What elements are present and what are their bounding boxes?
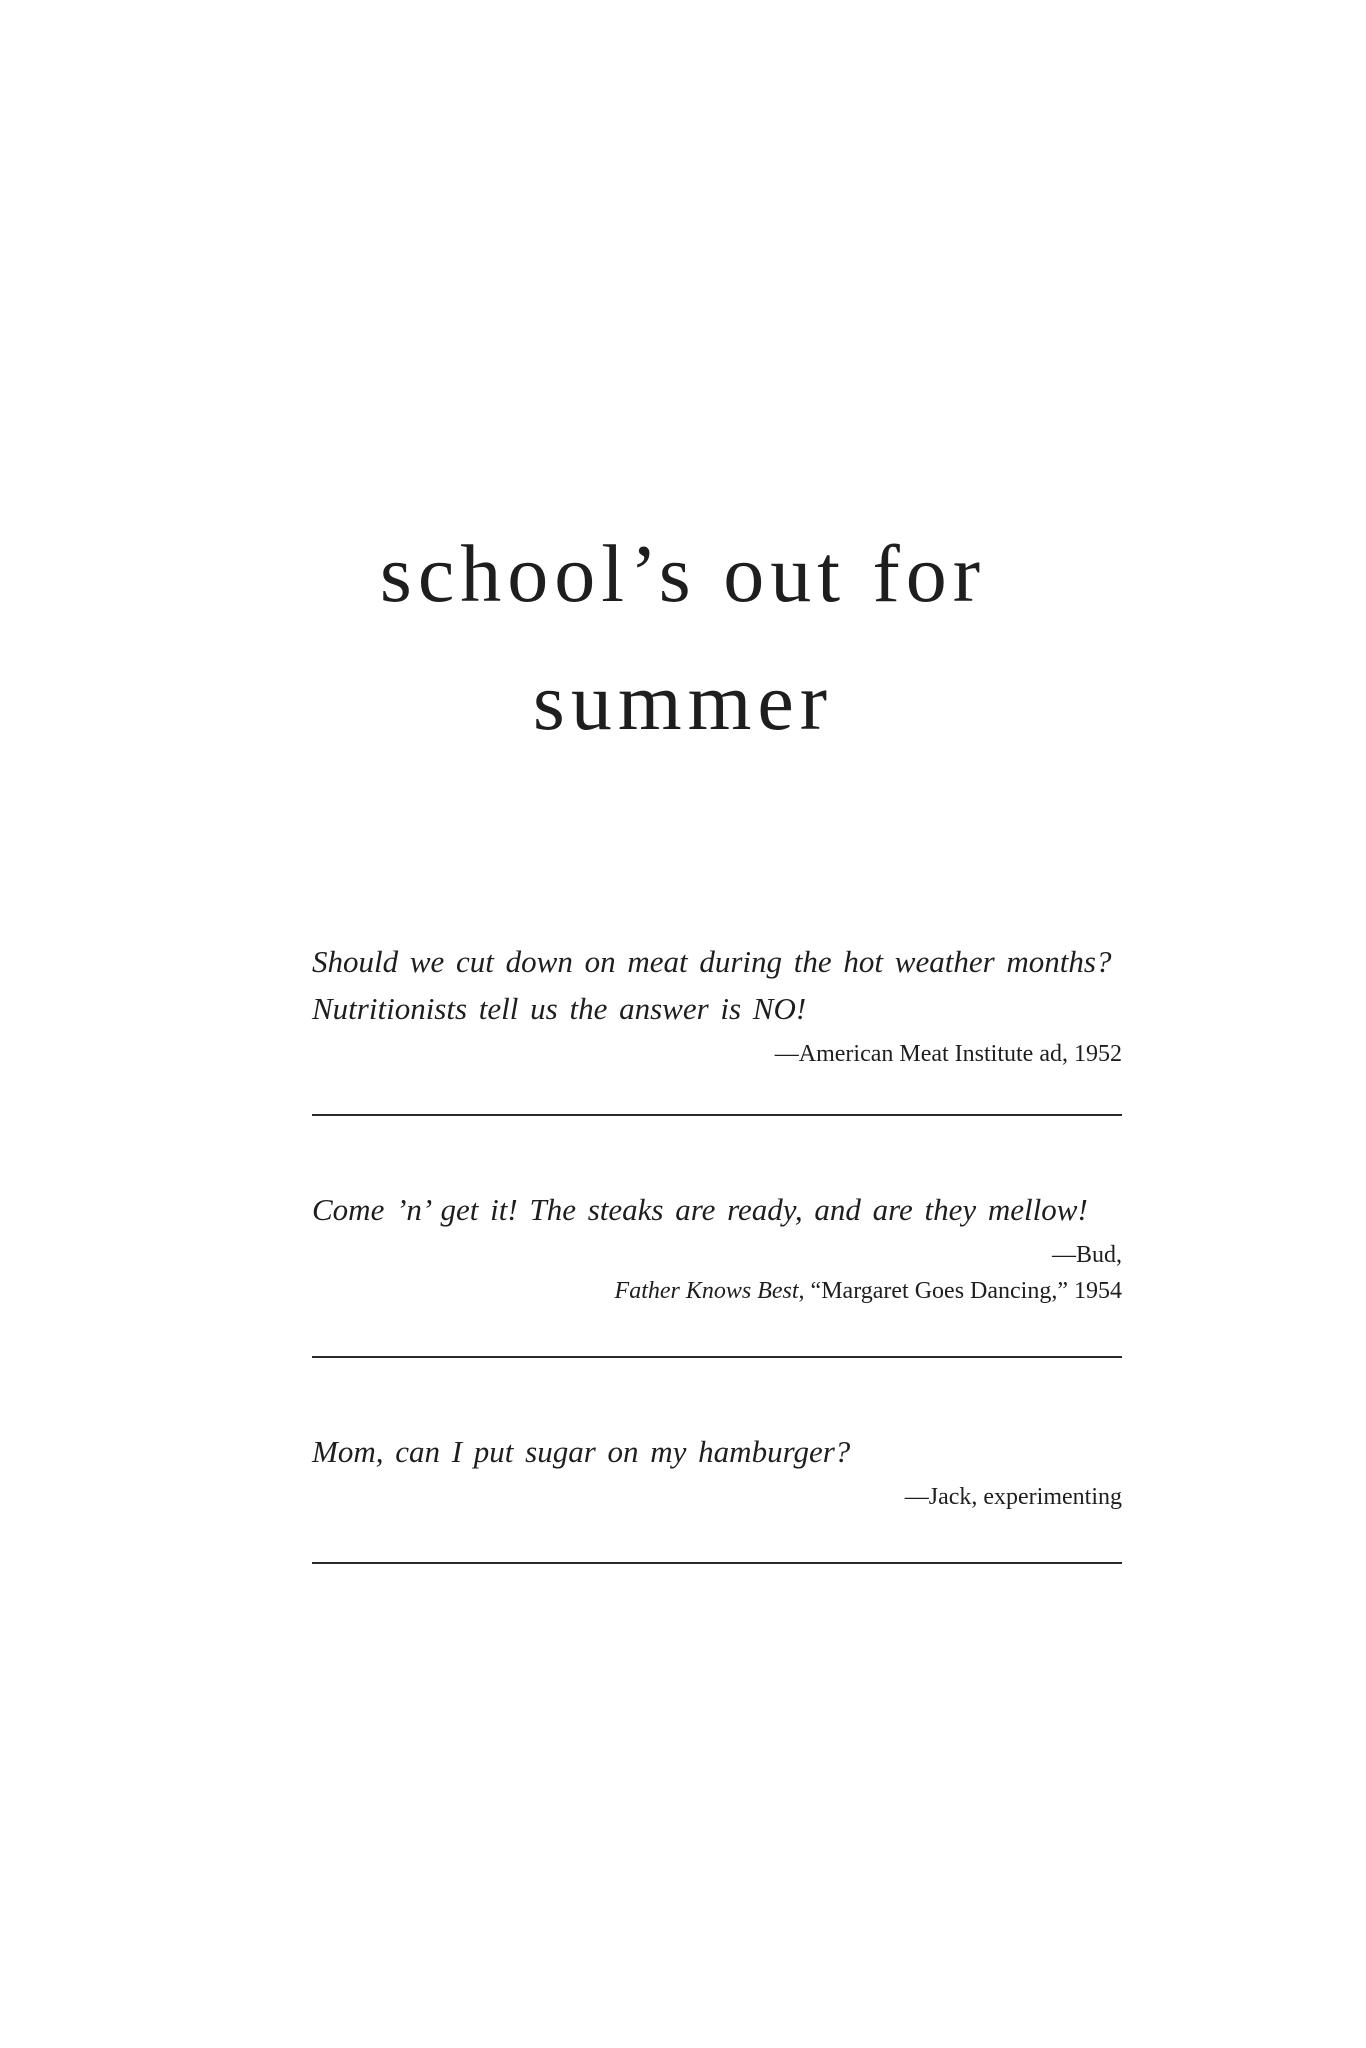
attribution-speaker: —Bud,: [1051, 1242, 1122, 1268]
divider-rule: [312, 1114, 1122, 1116]
quote-line: Nutritionists tell us the answer is NO!: [312, 991, 807, 1026]
epigraph-quote: [312, 1186, 1122, 1233]
epigraph-attribution: —Jack, experimenting: [904, 1484, 1122, 1510]
epigraph-attribution: —American Meat Institute ad, 1952: [774, 1041, 1122, 1067]
epigraph-attribution: [312, 1237, 1122, 1309]
epigraph-2: [312, 1186, 1122, 1309]
attribution-episode: , “Margaret Goes Dancing,” 1954: [798, 1278, 1122, 1304]
attribution-work-title: Father Knows Best: [614, 1278, 799, 1304]
quote-line: Come ’n’ get it! The steaks are ready, and are they mellow!: [312, 1192, 1088, 1227]
chapter-title-line-2: summer: [532, 656, 834, 747]
chapter-title-line-1: school’s out for: [379, 528, 987, 619]
chapter-title: [0, 510, 1366, 766]
epigraph-quote: [312, 938, 1122, 1032]
epigraph-quote: [312, 1428, 1122, 1475]
epigraph-1: [312, 938, 1122, 1072]
divider-rule: [312, 1562, 1122, 1564]
quote-line: Mom, can I put sugar on my hamburger?: [312, 1434, 851, 1469]
divider-rule: [312, 1356, 1122, 1358]
epigraph-3: [312, 1428, 1122, 1515]
quote-line: Should we cut down on meat during the hot weather months?: [312, 944, 1112, 979]
